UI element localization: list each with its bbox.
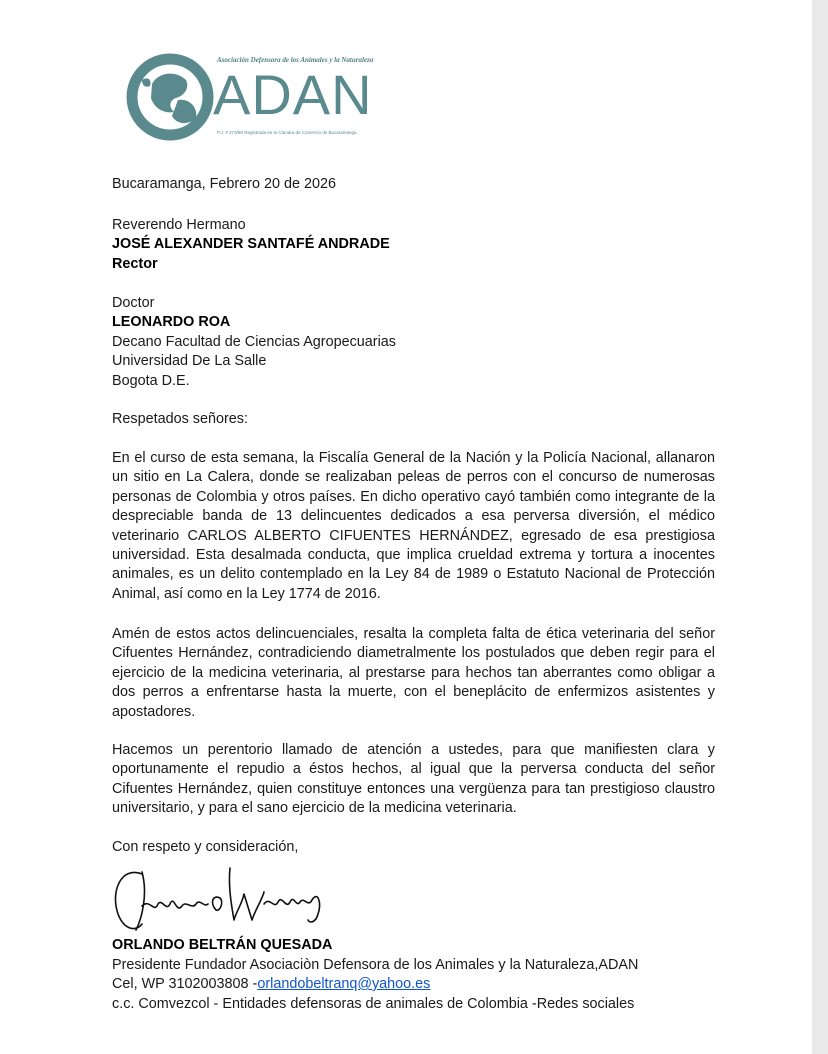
signer-name: ORLANDO BELTRÁN QUESADA bbox=[112, 937, 333, 953]
signer-role: Presidente Fundador Asociaciòn Defensora de los Animales y la Naturaleza,ADAN bbox=[112, 957, 639, 973]
email-link[interactable]: orlandobeltranq@yahoo.es bbox=[257, 976, 431, 992]
body-paragraph: Hacemos un perentorio llamado de atención a ustedes, para que manifiesten clara y oportunamente el repudio a éstos hechos, al igual que la perversa conducta del señor Cifuentes Hernández, quien constituye entonces una vergüenza para tan prestigioso claustro universitario, y para el sano ejercicio de la medicina veterinaria. bbox=[112, 742, 715, 817]
body-paragraph: Amén de estos actos delincuenciales, resalta la completa falta de ética veterinaria del señor Cifuentes Hernández, contradiciendo diametralmente los postulados que deben regir para el ejercicio de la medicina veterinaria, al prestarse para hechos tan aberrantes como obligar a dos perros a enfrentarse hasta la muerte, con el beneplácito de enfermizos asistentes y apostadores. bbox=[112, 626, 715, 720]
recipient1-name: JOSÉ ALEXANDER SANTAFÉ ANDRADE bbox=[112, 236, 390, 252]
signer-contact bbox=[112, 976, 430, 992]
signer-phone: Cel, WP 3102003808 - bbox=[112, 976, 258, 992]
recipient2-institution: Universidad De La Salle bbox=[112, 353, 267, 369]
recipient2-city: Bogota D.E. bbox=[112, 373, 190, 389]
adan-logo bbox=[124, 50, 396, 144]
body-paragraph: En el curso de esta semana, la Fiscalía General de la Nación y la Policía Nacional, allanaron un sitio en La Calera, donde se realizaban peleas de perros con el concurso de numerosas personas de Colombia y otros países. En dicho operativo cayó también como integrante de la despreciable banda de 13 delincuentes dedicados a esa perversa diversión, el médico veterinario CARLOS ALBERTO CIFUENTES HERNÁNDEZ, egresado de esa prestigiosa universidad. Esta desalmada conducta, que implica crueldad extrema y tortura a inocentes animales, es un delito contemplado en la Ley 84 de 1989 o Estatuto Nacional de Protección Animal, así como en la Ley 1774 de 2016. bbox=[112, 450, 715, 602]
date-line: Bucaramanga, Febrero 20 de 2026 bbox=[112, 176, 337, 192]
recipient2-position: Decano Facultad de Ciencias Agropecuarias bbox=[112, 334, 396, 350]
logo-name: ADAN bbox=[213, 63, 373, 126]
handwritten-signature bbox=[112, 864, 327, 936]
animal-silhouette-icon bbox=[124, 50, 220, 144]
recipient2-name: LEONARDO ROA bbox=[112, 314, 231, 330]
recipient1-title: Rector bbox=[112, 256, 158, 272]
closing: Con respeto y consideración, bbox=[112, 839, 299, 855]
logo-registration: P.J. # 273/88 Registrada en la Cámara de Comercio de Bucaramanga bbox=[217, 130, 357, 135]
recipient1-salutation: Reverendo Hermano bbox=[112, 217, 246, 233]
greeting: Respetados señores: bbox=[112, 411, 248, 427]
recipient2-salutation: Doctor bbox=[112, 295, 155, 311]
cc-line: c.c. Comvezcol - Entidades defensoras de animales de Colombia -Redes sociales bbox=[112, 996, 635, 1012]
logo-tagline: Asociación Defensora de los Animales y la Naturaleza bbox=[217, 56, 374, 64]
